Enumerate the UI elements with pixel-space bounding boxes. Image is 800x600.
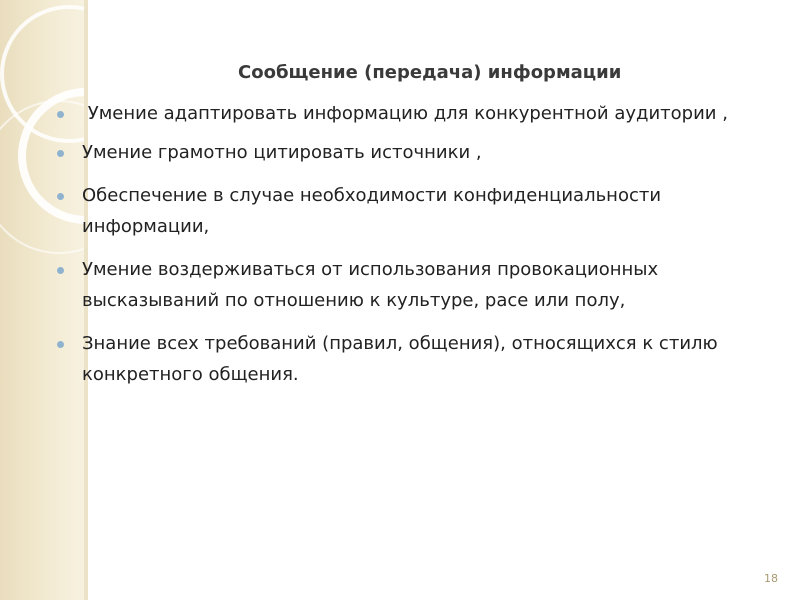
bullet-text: Знание всех требований (правил, общения), относящихся к стилю конкретного общения. [82, 333, 718, 385]
bullet-dot-icon [57, 341, 64, 348]
bullet-dot-icon [57, 150, 64, 157]
bullet-text: Обеспечение в случае необходимости конфиденциальности информации, [82, 185, 662, 237]
ring-decoration [0, 100, 84, 254]
bullet-dot-icon [57, 193, 64, 200]
bullet-list [82, 98, 762, 402]
bullet-text: Умение грамотно цитировать источники , [82, 142, 482, 163]
bullet-dot-icon [57, 267, 64, 274]
bullet-text: Умение адаптировать информацию для конкурентной аудитории , [82, 103, 728, 124]
list-item [82, 137, 762, 168]
list-item [82, 328, 762, 390]
side-decoration-band [0, 0, 84, 600]
list-item [82, 98, 762, 129]
slide-title: Сообщение (передача) информации [238, 62, 622, 83]
list-item [82, 180, 762, 242]
list-item [82, 254, 762, 316]
bullet-text: Умение воздерживаться от использования провокационных высказываний по отношению к культуре, расе или полу, [82, 259, 659, 311]
slide-number: 18 [764, 572, 778, 585]
bullet-dot-icon [57, 111, 64, 118]
